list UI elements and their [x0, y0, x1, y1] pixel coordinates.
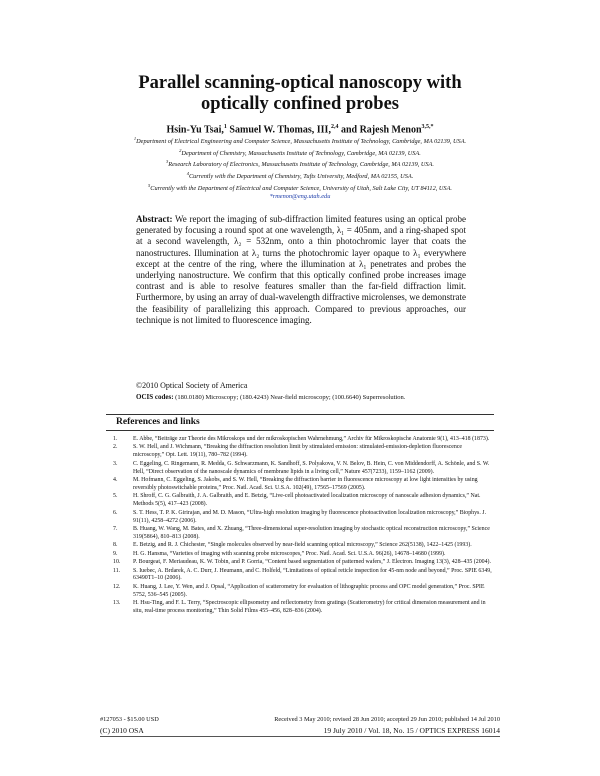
author-name: Samuel W. Thomas, III,	[229, 124, 331, 136]
affiliation-sup: 1	[133, 136, 137, 141]
reference-text: K. Huang, J. Lee, Y. Wen, and J. Opsal, “Application of scatterometry for evaluation of lithographic process and OPC model generation,” Proc. SPIE 5752, 536–545 (2005).	[133, 583, 485, 598]
affiliation	[110, 182, 490, 194]
reference-number: 6.	[113, 509, 118, 516]
reference-text: S. Iuebec, A. Brdarek, A. C. Durr, J. Heumann, and C. Holfeld, “Limitations of optical reticle inspection for 45-nm node and beyond,” Proc. SPIE 6349, 63490T1–10 (2006).	[133, 567, 492, 582]
author-affil-sup: 2,4	[330, 124, 339, 130]
affiliation-text: Currently with the Department of Electrical and Computer Science, University of Utah, Salt Lake City, UT 84112, USA.	[150, 184, 452, 192]
paper-title	[70, 73, 530, 115]
reference-text: S. T. Hess, T. P. K. Girirajan, and M. D. Mason, “Ultra-high resolution imaging by fluorescence photoactivation localization microscopy,” Biophys. J. 91(11), 4258–4272 (2006).	[133, 509, 487, 524]
reference-text: E. Betzig, and R. J. Chichester, “Single molecules observed by near-field scanning optical microscopy,” Science 262(5138), 1422–1425 (1993).	[133, 542, 472, 549]
reference-text: P. Bourgeat, F. Meriaudeau, K. W. Tobin, and P. Gorria, “Content based segmentation of patterned wafers,” J. Electron. Imaging 13(3), 428–435 (2004).	[133, 559, 491, 566]
reference-number: 13.	[113, 600, 121, 607]
title-line-2: optically confined probes	[200, 94, 400, 114]
title-line-1: Parallel scanning-optical nanoscopy with	[138, 73, 462, 93]
abstract-text: We report the imaging of sub-diffraction limited features using an optical probe generated by focusing a round spot at one wavelength, λ₁ = 405nm, and a ring-shaped spot at a second wavelength, λ₂ = 532nm, onto a thin photochromic layer that coats the nanostructures. Illumination at λ₂ turns the photochromic layer opaque to λ₁ everywhere except at the centre of the ring, where the illumination at λ₁ penetrates and probes the underlying nanostructure. We confirm that this optically confined probe increases image contrast and is able to resolve features smaller than the far-field diffraction limit. Furthermore, by using an array of dual-wavelength diffractive microlenses, we demonstrate the feasibility of parallelizing this approach. Compared to previous approaches, our technique is not limited to fluorescence imaging.	[136, 214, 466, 325]
reference-item	[113, 444, 493, 460]
reference-number: 5.	[113, 493, 118, 500]
reference-list	[113, 436, 493, 616]
reference-text: S. W. Hell, and J. Wichmann, “Breaking the diffraction resolution limit by stimulated emission: stimulated-emission-depletion fluorescence microscopy,” Opt. Lett. 19(11), 780–782 (1994).	[133, 444, 463, 459]
reference-number: 2.	[113, 444, 118, 451]
ocis-label: OCIS codes:	[136, 393, 174, 401]
affiliation-sup: 5	[148, 182, 151, 188]
abstract-label: Abstract:	[136, 214, 173, 224]
affiliation-text: Department of Electrical Engineering and Computer Science, Massachusetts Institute of Technology, Cambridge, MA 02139, USA.	[136, 138, 467, 146]
copyright-notice: ©2010 Optical Society of America	[136, 381, 248, 390]
publication-dates: Received 3 May 2010; revised 28 Jun 2010; accepted 29 Jun 2010; published 14 Jul 2010	[274, 716, 500, 723]
footer-line-2	[100, 726, 500, 735]
author-affil-sup: 1	[223, 124, 227, 130]
reference-number: 3.	[113, 460, 118, 467]
affiliation	[110, 158, 490, 170]
reference-text: E. Abbe, “Beiträge zur Theorie des Mikroskops und der mikroskopischen Wahrnehmung,” Archiv für Mikroskopische Anatomie 9(1), 413–418 (1873).	[133, 436, 490, 442]
journal-citation: 19 July 2010 / Vol. 18, No. 15 / OPTICS EXPRESS 16014	[323, 726, 500, 735]
reference-number: 10.	[113, 559, 121, 566]
author-affil-sup: 3,5,*	[421, 124, 434, 130]
reference-item	[113, 559, 493, 567]
reference-number: 8.	[113, 542, 118, 549]
section-rule	[106, 430, 494, 431]
reference-number: 4.	[113, 477, 118, 484]
reference-text: H. G. Hansma, “Varieties of imaging with scanning probe microscopes,” Proc. Natl. Acad. Sci. U.S.A. 96(26), 14678–14680 (1999).	[133, 550, 446, 557]
affiliation-text: Department of Chemistry, Massachusetts Institute of Technology, Cambridge, MA 02139, USA.	[181, 149, 421, 157]
corresponding-email[interactable]: *rmenon@eng.utah.edu	[269, 193, 331, 201]
reference-item	[113, 493, 493, 509]
ocis-codes	[136, 393, 466, 402]
affiliation	[110, 147, 490, 159]
publisher: (C) 2010 OSA	[100, 726, 144, 735]
reference-number: 7.	[113, 525, 118, 532]
abstract	[136, 214, 466, 326]
reference-item	[113, 551, 493, 559]
footer-rule	[100, 736, 500, 737]
reference-number: 1.	[113, 436, 118, 442]
reference-text: M. Hofmann, C. Eggeling, S. Jakobs, and S. W. Hell, “Breaking the diffraction barrier in fluorescence microscopy at low light intensities by using reversibly photoswitchable proteins,” Proc. Natl. Acad. Sci. U.S.A. 102(49), 17565–17569 (2005).	[133, 477, 478, 491]
reference-item	[113, 526, 493, 542]
document-id: #127053 - $15.00 USD	[100, 716, 159, 723]
affiliation-list	[110, 135, 490, 202]
reference-item	[113, 542, 493, 550]
reference-item	[113, 461, 493, 477]
section-rule	[106, 414, 494, 415]
reference-text: H. Shroff, C. G. Galbraith, J. A. Galbraith, and E. Betzig, “Live-cell photoactivated localization microscopy of nanoscale adhesion dynamics,” Nat. Methods 5(5), 417–423 (2008).	[133, 493, 481, 508]
reference-text: B. Huang, W. Wang, M. Bates, and X. Zhuang, “Three-dimensional super-resolution imaging by stochastic optical reconstruction microscopy,” Science 319(5864), 810–813 (2008).	[133, 525, 490, 540]
affiliation	[110, 170, 490, 182]
reference-number: 9.	[113, 550, 118, 557]
footer-line-1	[100, 716, 500, 723]
reference-text: H. Hsu-Ting, and F. L. Terry, “Spectroscopic ellipsometry and reflectometry from gratings (Scatterometry) for critical dimension measurement and in situ, real-time process monitoring,” Thin Solid Films 455–456, 828–836 (2004).	[133, 600, 486, 615]
reference-text: C. Eggeling, C. Ringemann, R. Medda, G. Schwarzmann, K. Sandhoff, S. Polyakova, V. N. Belov, B. Hein, C. von Middendorff, A. Schönle, and S. W. Hell, “Direct observation of the nanoscale dynamics of membrane lipids in a living cell,” Nature 457(7233), 1159–1162 (2009).	[133, 460, 490, 475]
reference-item	[113, 600, 493, 616]
reference-number: 11.	[113, 567, 121, 574]
ocis-text: (180.0180) Microscopy; (180.4243) Near-field microscopy; (100.6640) Superresolution.	[175, 394, 406, 401]
references-heading: References and links	[116, 417, 200, 427]
author-name: and Rajesh Menon	[340, 124, 422, 136]
affiliation-text: Currently with the Department of Chemistry, Tufts University, Medford, MA 02155, USA.	[188, 173, 414, 181]
reference-item	[113, 477, 493, 493]
reference-number: 12.	[113, 583, 121, 590]
affiliation-sup: 4	[186, 171, 189, 177]
reference-item	[113, 584, 493, 600]
affiliation	[110, 135, 490, 147]
reference-item	[113, 436, 493, 444]
reference-item	[113, 568, 493, 584]
reference-item	[113, 510, 493, 526]
author-name: Hsin-Yu Tsai,	[166, 124, 224, 136]
affiliation-text: Research Laboratory of Electronics, Massachusetts Institute of Technology, Cambridge, MA 02139, USA.	[168, 161, 434, 169]
affiliation-sup: 3	[166, 159, 169, 165]
affiliation-sup: 2	[179, 147, 182, 153]
